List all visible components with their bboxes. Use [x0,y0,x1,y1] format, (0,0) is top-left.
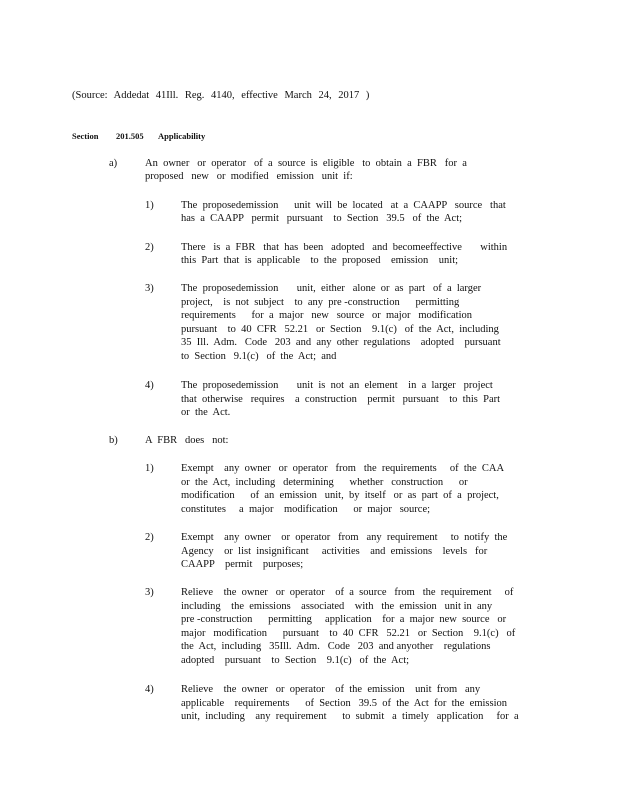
subsection-a-text [145,157,465,183]
item-b1-label: 1) [145,463,154,474]
text-line: The proposedemission unit is not an element in a larger project [181,380,493,391]
subsection-a-label: a) [109,158,118,169]
text-line: pursuant to 40 CFR 52.21 or Section 9.1(c) of the Act, including [181,323,499,335]
subsection-b-label: b) [109,435,118,446]
item-b2-label: 2) [145,532,154,543]
text-line: Relieve the owner or operator of the emission unit from any [181,684,481,695]
text-line: constitutes a major modification or major source; [181,503,431,515]
text-line: has a CAAPP permit pursuant to Section 39.5 of the Act; [181,213,463,224]
text-line: or the Act. [181,407,231,419]
text-line: or the Act, including determining whether construction or [181,476,468,488]
item-b3-label: 3) [145,587,154,598]
item-a1-text [181,199,506,225]
text-line: this Part that is applicable to the proposed emission unit; [181,255,459,266]
item-a1-label: 1) [145,200,154,211]
text-line: the Act, including 35Ill. Adm. Code 203 and anyother regulations [181,641,491,653]
text-line: unit, including any requirement to submit a timely application for a [181,711,519,723]
item-a4-label: 4) [145,380,154,391]
item-b4-label: 4) [145,684,154,695]
text-line: pre -construction permitting application for a major new source or [181,614,507,626]
text-line: Agency or list insignificant activities and emissions levels for [181,545,488,557]
text-line: The proposedemission unit, either alone or as part of a larger [181,283,482,294]
text-line: There is a FBR that has been adopted and becomeeffective within [181,242,508,253]
item-b2-text [181,531,508,572]
text-line: A FBR does not: [145,435,229,446]
item-b3-text [181,586,516,668]
item-a2-label: 2) [145,242,154,253]
text-line: Relieve the owner or operator of a source from the requirement of [181,587,514,598]
item-b4-text [181,683,519,724]
text-line: modification of an emission unit, by itself or as part of a project, [181,490,499,502]
text-line: that otherwise requires a construction permit pursuant to this Part [181,393,501,405]
text-line: Exempt any owner or operator from any requirement to notify the [181,532,508,543]
item-b1-text [181,462,505,516]
section-title: Applicability [158,131,206,141]
item-a4-text [181,379,501,420]
text-line: requirements for a major new source or major modification [181,310,472,322]
text-line: applicable requirements of Section 39.5 of the Act for the emission [181,697,508,709]
section-label: Section [72,131,99,141]
subsection-b-text [145,434,465,447]
text-line: Exempt any owner or operator from the requirements of the CAA [181,463,505,474]
source-note: (Source: Addedat 41Ill. Reg. 4140, effective March 24, 2017 ) [72,90,370,101]
text-line: to Section 9.1(c) of the Act; and [181,350,337,362]
text-line: including the emissions associated with the emission unit in any [181,600,493,612]
text-line: proposed new or modified emission unit if: [145,171,353,182]
section-number: 201.505 [116,131,144,141]
text-line: CAAPP permit purposes; [181,559,304,571]
text-line: major modification pursuant to 40 CFR 52.21 or Section 9.1(c) of [181,627,516,639]
text-line: adopted pursuant to Section 9.1(c) of the Act; [181,654,410,666]
text-line: project, is not subject to any pre -construction permitting [181,296,460,308]
text-line: An owner or operator of a source is eligible to obtain a FBR for a [145,158,467,169]
text-line: 35 Ill. Adm. Code 203 and any other regulations adopted pursuant [181,337,501,349]
item-a3-label: 3) [145,283,154,294]
item-a3-text [181,282,501,364]
item-a2-text [181,241,508,267]
text-line: The proposedemission unit will be located at a CAAPP source that [181,200,506,211]
